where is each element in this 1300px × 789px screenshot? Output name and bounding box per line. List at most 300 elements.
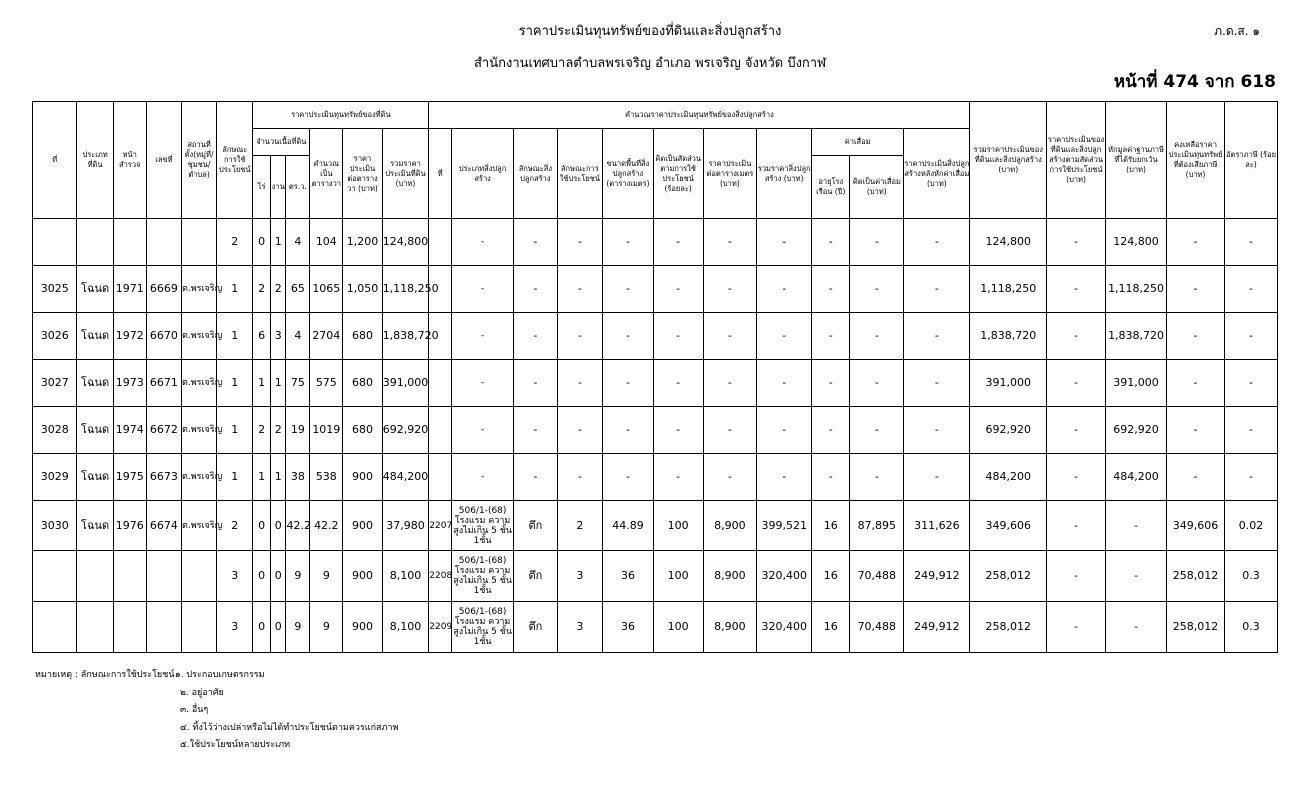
cell-deduction: 1,118,250 (1106, 266, 1167, 313)
cell-wa: 9 (286, 602, 310, 653)
cell-doc-no (146, 219, 181, 266)
col-group-land: ราคาประเมินทุนทรัพย์ของที่ดิน (253, 102, 429, 129)
cell-age: 16 (812, 501, 850, 551)
cell-ngan: 0 (270, 602, 286, 653)
cell-building-no (429, 407, 452, 454)
cell-age: - (812, 407, 850, 454)
cell-no: 3030 (33, 501, 77, 551)
cell-usage: 1 (217, 454, 253, 501)
cell-wa: 65 (286, 266, 310, 313)
table-row (33, 602, 1278, 653)
cell-survey-page: 1976 (113, 501, 146, 551)
cell-taxable: - (1167, 313, 1225, 360)
cell-wa: 19 (286, 407, 310, 454)
cell-grand-total: 1,838,720 (970, 313, 1047, 360)
cell-building-no (429, 219, 452, 266)
cell-age: - (812, 313, 850, 360)
cell-building-type: - (452, 454, 514, 501)
cell-building-price-sqm: - (703, 219, 757, 266)
cell-building-size: 44.89 (603, 501, 654, 551)
cell-after-depreciation: - (904, 219, 970, 266)
cell-building-ratio: - (653, 313, 703, 360)
cell-building-total: - (757, 219, 812, 266)
table-row (33, 219, 1278, 266)
cell-building-price-sqm: - (703, 313, 757, 360)
col-building-kind: ลักษณะสิ่งปลูกสร้าง (514, 129, 557, 219)
cell-building-price-sqm: - (703, 266, 757, 313)
cell-doc-type: โฉนด (77, 313, 113, 360)
cell-location: ต.พรเจริญ (181, 360, 216, 407)
cell-proportional: - (1047, 313, 1106, 360)
cell-ngan: 1 (270, 360, 286, 407)
cell-grand-total: 258,012 (970, 602, 1047, 653)
cell-survey-page (113, 551, 146, 602)
cell-wa: 75 (286, 360, 310, 407)
cell-rate: - (1225, 313, 1278, 360)
cell-building-ratio: - (653, 219, 703, 266)
cell-doc-type (77, 602, 113, 653)
cell-after-depreciation: 311,626 (904, 501, 970, 551)
cell-after-depreciation: - (904, 313, 970, 360)
cell-doc-type: โฉนด (77, 266, 113, 313)
cell-survey-page (113, 219, 146, 266)
cell-rai: 0 (253, 219, 271, 266)
cell-survey-page: 1972 (113, 313, 146, 360)
cell-land-total: 8,100 (382, 551, 429, 602)
cell-doc-type (77, 551, 113, 602)
col-after-depreciation: ราคาประเมินสิ่งปลูกสร้างหลังหักค่าเสื่อม (บาท) (904, 129, 970, 219)
col-grand-total: รวมราคาประเมินของที่ดินและสิ่งปลูกสร้าง (บาท) (970, 102, 1047, 219)
col-age: อายุโรงเรือน (ปี) (812, 156, 850, 219)
cell-wa: 4 (286, 219, 310, 266)
cell-calc-sqwa: 42.2 (310, 501, 343, 551)
cell-age: - (812, 454, 850, 501)
cell-building-total: 320,400 (757, 551, 812, 602)
cell-depreciation: 70,488 (850, 551, 904, 602)
cell-rate: - (1225, 407, 1278, 454)
cell-depreciation: - (850, 454, 904, 501)
page-indicator: หน้าที่ 474 จาก 618 (1113, 72, 1276, 92)
cell-usage: 1 (217, 407, 253, 454)
cell-land-total: 124,800 (382, 219, 429, 266)
cell-deduction: - (1106, 551, 1167, 602)
cell-deduction: - (1106, 501, 1167, 551)
cell-building-kind: - (514, 313, 557, 360)
cell-depreciation: 70,488 (850, 602, 904, 653)
col-ngan: งาน (270, 156, 286, 219)
cell-building-usage: - (557, 454, 603, 501)
cell-land-total: 8,100 (382, 602, 429, 653)
cell-ngan: 0 (270, 551, 286, 602)
cell-rai: 1 (253, 360, 271, 407)
col-wa: ตร.ว. (286, 156, 310, 219)
cell-building-price-sqm: - (703, 454, 757, 501)
cell-doc-type: โฉนด (77, 407, 113, 454)
col-doc-type: ประเภทที่ดิน (77, 102, 113, 219)
cell-calc-sqwa: 2704 (310, 313, 343, 360)
cell-doc-type: โฉนด (77, 454, 113, 501)
cell-building-ratio: 100 (653, 501, 703, 551)
cell-land-total: 391,000 (382, 360, 429, 407)
notes-label: หมายเหตุ : ลักษณะการใช้ประโยชน์ (35, 670, 175, 680)
cell-no: 3026 (33, 313, 77, 360)
note-item: ๑. ประกอบเกษตรกรรม (175, 670, 265, 680)
cell-after-depreciation: - (904, 266, 970, 313)
col-building-ratio: คิดเป็นสัดส่วนตามการใช้ประโยชน์ (ร้อยละ) (653, 129, 703, 219)
cell-building-price-sqm: - (703, 360, 757, 407)
cell-building-no: 2208 (429, 551, 452, 602)
cell-depreciation: - (850, 360, 904, 407)
table-row (33, 501, 1278, 551)
assessment-table (32, 101, 1278, 653)
cell-deduction: - (1106, 602, 1167, 653)
cell-calc-sqwa: 1019 (310, 407, 343, 454)
cell-building-no: 2207 (429, 501, 452, 551)
cell-building-usage: 3 (557, 551, 603, 602)
cell-building-kind: - (514, 266, 557, 313)
cell-building-usage: - (557, 313, 603, 360)
cell-location: ต.พรเจริญ (181, 313, 216, 360)
cell-rate: 0.3 (1225, 551, 1278, 602)
cell-building-kind: - (514, 219, 557, 266)
col-building-type: ประเภทสิ่งปลูกสร้าง (452, 129, 514, 219)
col-building-price-sqm: ราคาประเมินต่อตารางเมตร (บาท) (703, 129, 757, 219)
col-group-area: จำนวนเนื้อที่ดิน (253, 129, 310, 156)
cell-doc-no (146, 551, 181, 602)
col-proportional: ราคาประเมินของที่ดินและสิ่งปลูกสร้างตามสัดส่วนการใช้ประโยชน์ (บาท) (1047, 102, 1106, 219)
cell-building-ratio: 100 (653, 602, 703, 653)
cell-after-depreciation: - (904, 360, 970, 407)
col-depreciation: คิดเป็นค่าเสื่อม (บาท) (850, 156, 904, 219)
cell-ngan: 3 (270, 313, 286, 360)
cell-building-price-sqm: - (703, 407, 757, 454)
cell-usage: 1 (217, 313, 253, 360)
col-building-no: ที่ (429, 129, 452, 219)
note-item: ๔. ทิ้งไว้ว่างเปล่าหรือไม่ได้ทำประโยชน์ตามควรแก่สภาพ (180, 722, 399, 733)
cell-no: 3029 (33, 454, 77, 501)
cell-ngan: 2 (270, 407, 286, 454)
cell-no: 3025 (33, 266, 77, 313)
cell-building-size: - (603, 454, 654, 501)
col-land-total: รวมราคาประเมินที่ดิน (บาท) (382, 129, 429, 219)
col-price-sqwa: ราคาประเมินต่อตารางวา (บาท) (343, 129, 382, 219)
cell-building-price-sqm: 8,900 (703, 551, 757, 602)
cell-after-depreciation: - (904, 454, 970, 501)
cell-after-depreciation: 249,912 (904, 551, 970, 602)
cell-age: - (812, 360, 850, 407)
cell-calc-sqwa: 104 (310, 219, 343, 266)
cell-usage: 1 (217, 266, 253, 313)
col-building-usage: ลักษณะการใช้ประโยชน์ (557, 129, 603, 219)
cell-building-usage: 3 (557, 602, 603, 653)
cell-price-sqwa: 1,200 (343, 219, 382, 266)
cell-usage: 1 (217, 360, 253, 407)
cell-usage: 3 (217, 602, 253, 653)
cell-building-total: 320,400 (757, 602, 812, 653)
cell-price-sqwa: 680 (343, 360, 382, 407)
cell-building-ratio: - (653, 407, 703, 454)
cell-building-size: - (603, 313, 654, 360)
cell-grand-total: 258,012 (970, 551, 1047, 602)
cell-proportional: - (1047, 360, 1106, 407)
col-group-building: คำนวณราคาประเมินทุนทรัพย์ของสิ่งปลูกสร้าง (429, 102, 970, 129)
col-no: ที่ (33, 102, 77, 219)
col-survey-page: หน้าสำรวจ (113, 102, 146, 219)
col-taxable: คงเหลือราคาประเมินทุนทรัพย์ที่ต้องเสียภาษี (บาท) (1167, 102, 1225, 219)
cell-rai: 0 (253, 551, 271, 602)
cell-deduction: 391,000 (1106, 360, 1167, 407)
cell-building-type: - (452, 266, 514, 313)
cell-taxable: 258,012 (1167, 602, 1225, 653)
cell-building-total: - (757, 313, 812, 360)
cell-rate: 0.3 (1225, 602, 1278, 653)
cell-price-sqwa: 1,050 (343, 266, 382, 313)
cell-deduction: 692,920 (1106, 407, 1167, 454)
cell-depreciation: - (850, 219, 904, 266)
cell-building-total: - (757, 454, 812, 501)
cell-land-total: 1,838,720 (382, 313, 429, 360)
cell-building-usage: - (557, 360, 603, 407)
cell-taxable: - (1167, 360, 1225, 407)
cell-wa: 9 (286, 551, 310, 602)
office-subtitle: สำนักงานเทศบาลตำบลพรเจริญ อำเภอ พรเจริญ จังหวัด บึงกาฬ (473, 56, 826, 71)
table-row (33, 551, 1278, 602)
cell-rai: 2 (253, 266, 271, 313)
cell-after-depreciation: 249,912 (904, 602, 970, 653)
col-building-total: รวมราคาสิ่งปลูกสร้าง (บาท) (757, 129, 812, 219)
cell-rai: 2 (253, 407, 271, 454)
cell-proportional: - (1047, 454, 1106, 501)
cell-usage: 3 (217, 551, 253, 602)
form-code: ภ.ด.ส. ๑ (1214, 24, 1260, 38)
col-building-size: ขนาดพื้นที่สิ่งปลูกสร้าง (ตารางเมตร) (603, 129, 654, 219)
cell-building-total: - (757, 360, 812, 407)
col-location: สถานที่ตั้ง(หมู่ที่/ชุมชน/ตำบล) (181, 102, 216, 219)
cell-doc-type: โฉนด (77, 501, 113, 551)
cell-no (33, 602, 77, 653)
cell-rate: - (1225, 219, 1278, 266)
cell-price-sqwa: 680 (343, 313, 382, 360)
cell-calc-sqwa: 9 (310, 602, 343, 653)
cell-building-price-sqm: 8,900 (703, 501, 757, 551)
cell-building-no (429, 360, 452, 407)
cell-location (181, 602, 216, 653)
cell-survey-page: 1971 (113, 266, 146, 313)
cell-doc-type: โฉนด (77, 360, 113, 407)
cell-building-size: 36 (603, 602, 654, 653)
cell-rai: 0 (253, 501, 271, 551)
cell-building-kind: - (514, 407, 557, 454)
note-item: ๒. อยู่อาศัย (180, 687, 224, 698)
cell-doc-no: 6674 (146, 501, 181, 551)
cell-building-ratio: - (653, 266, 703, 313)
cell-doc-no: 6669 (146, 266, 181, 313)
cell-building-size: - (603, 219, 654, 266)
cell-building-size: 36 (603, 551, 654, 602)
cell-building-usage: - (557, 219, 603, 266)
cell-doc-no: 6671 (146, 360, 181, 407)
col-deduction: หักมูลค่าฐานภาษีที่ได้รับยกเว้น (บาท) (1106, 102, 1167, 219)
cell-price-sqwa: 900 (343, 501, 382, 551)
table-row (33, 313, 1278, 360)
cell-location (181, 551, 216, 602)
cell-location: ต.พรเจริญ (181, 454, 216, 501)
cell-ngan: 1 (270, 454, 286, 501)
cell-rate: - (1225, 266, 1278, 313)
cell-building-size: - (603, 360, 654, 407)
cell-building-usage: - (557, 407, 603, 454)
cell-rate: 0.02 (1225, 501, 1278, 551)
cell-doc-no (146, 602, 181, 653)
cell-age: - (812, 266, 850, 313)
cell-survey-page: 1974 (113, 407, 146, 454)
cell-wa: 42.2 (286, 501, 310, 551)
cell-building-kind: ตึก (514, 602, 557, 653)
cell-rai: 6 (253, 313, 271, 360)
cell-building-usage: - (557, 266, 603, 313)
cell-building-type: - (452, 219, 514, 266)
cell-building-kind: - (514, 454, 557, 501)
cell-wa: 38 (286, 454, 310, 501)
cell-survey-page: 1973 (113, 360, 146, 407)
cell-price-sqwa: 680 (343, 407, 382, 454)
cell-rate: - (1225, 454, 1278, 501)
cell-building-type: - (452, 360, 514, 407)
cell-building-no (429, 454, 452, 501)
col-doc-no: เลขที่ (146, 102, 181, 219)
cell-building-price-sqm: 8,900 (703, 602, 757, 653)
cell-building-type: 506/1-(68) โรงแรม ความสูงไม่เกิน 5 ชั้น 1ชั้น (452, 602, 514, 653)
cell-building-type: 506/1-(68) โรงแรม ความสูงไม่เกิน 5 ชั้น 1ชั้น (452, 501, 514, 551)
table-body (33, 219, 1278, 653)
cell-grand-total: 1,118,250 (970, 266, 1047, 313)
cell-survey-page: 1975 (113, 454, 146, 501)
cell-no (33, 551, 77, 602)
cell-taxable: - (1167, 266, 1225, 313)
cell-building-ratio: 100 (653, 551, 703, 602)
cell-building-no: 2209 (429, 602, 452, 653)
col-rai: ไร่ (253, 156, 271, 219)
document-title: ราคาประเมินทุนทรัพย์ของที่ดินและสิ่งปลูกสร้าง (518, 24, 782, 39)
cell-building-type: 506/1-(68) โรงแรม ความสูงไม่เกิน 5 ชั้น 1ชั้น (452, 551, 514, 602)
cell-grand-total: 692,920 (970, 407, 1047, 454)
cell-deduction: 484,200 (1106, 454, 1167, 501)
cell-building-usage: 2 (557, 501, 603, 551)
cell-building-total: - (757, 266, 812, 313)
cell-no (33, 219, 77, 266)
table-row (33, 266, 1278, 313)
table-row (33, 360, 1278, 407)
cell-building-total: - (757, 407, 812, 454)
cell-age: 16 (812, 551, 850, 602)
cell-no: 3028 (33, 407, 77, 454)
cell-age: 16 (812, 602, 850, 653)
cell-land-total: 484,200 (382, 454, 429, 501)
cell-price-sqwa: 900 (343, 551, 382, 602)
cell-land-total: 692,920 (382, 407, 429, 454)
cell-calc-sqwa: 575 (310, 360, 343, 407)
cell-wa: 4 (286, 313, 310, 360)
cell-location (181, 219, 216, 266)
cell-building-kind: - (514, 360, 557, 407)
table-row (33, 454, 1278, 501)
cell-no: 3027 (33, 360, 77, 407)
cell-proportional: - (1047, 551, 1106, 602)
cell-proportional: - (1047, 266, 1106, 313)
cell-taxable: - (1167, 407, 1225, 454)
cell-usage: 2 (217, 219, 253, 266)
col-rate: อัตราภาษี (ร้อยละ) (1225, 102, 1278, 219)
cell-building-size: - (603, 407, 654, 454)
cell-building-total: 399,521 (757, 501, 812, 551)
cell-land-total: 37,980 (382, 501, 429, 551)
cell-taxable: - (1167, 454, 1225, 501)
cell-rai: 0 (253, 602, 271, 653)
cell-depreciation: 87,895 (850, 501, 904, 551)
cell-grand-total: 391,000 (970, 360, 1047, 407)
col-group-depreciation: ค่าเสื่อม (812, 129, 904, 156)
cell-calc-sqwa: 9 (310, 551, 343, 602)
notes (35, 667, 398, 755)
cell-proportional: - (1047, 407, 1106, 454)
cell-doc-no: 6673 (146, 454, 181, 501)
cell-grand-total: 484,200 (970, 454, 1047, 501)
cell-price-sqwa: 900 (343, 602, 382, 653)
cell-proportional: - (1047, 501, 1106, 551)
cell-grand-total: 349,606 (970, 501, 1047, 551)
cell-grand-total: 124,800 (970, 219, 1047, 266)
cell-taxable: 258,012 (1167, 551, 1225, 602)
cell-rai: 1 (253, 454, 271, 501)
cell-calc-sqwa: 538 (310, 454, 343, 501)
cell-building-type: - (452, 407, 514, 454)
cell-survey-page (113, 602, 146, 653)
cell-taxable: - (1167, 219, 1225, 266)
cell-ngan: 1 (270, 219, 286, 266)
cell-building-type: - (452, 313, 514, 360)
note-item: ๓. อื่นๆ (180, 705, 209, 715)
cell-proportional: - (1047, 219, 1106, 266)
cell-doc-no: 6670 (146, 313, 181, 360)
cell-depreciation: - (850, 266, 904, 313)
cell-ngan: 0 (270, 501, 286, 551)
cell-calc-sqwa: 1065 (310, 266, 343, 313)
cell-location: ต.พรเจริญ (181, 501, 216, 551)
cell-building-ratio: - (653, 454, 703, 501)
cell-doc-type (77, 219, 113, 266)
cell-building-ratio: - (653, 360, 703, 407)
cell-building-kind: ตึก (514, 551, 557, 602)
col-calc-sqwa: คำนวณเป็นตารางวา (310, 129, 343, 219)
cell-after-depreciation: - (904, 407, 970, 454)
cell-price-sqwa: 900 (343, 454, 382, 501)
table-row (33, 407, 1278, 454)
cell-deduction: 124,800 (1106, 219, 1167, 266)
cell-age: - (812, 219, 850, 266)
col-usage: ลักษณะการใช้ประโยชน์ (217, 102, 253, 219)
cell-rate: - (1225, 360, 1278, 407)
cell-taxable: 349,606 (1167, 501, 1225, 551)
cell-location: ต.พรเจริญ (181, 266, 216, 313)
cell-depreciation: - (850, 407, 904, 454)
cell-deduction: 1,838,720 (1106, 313, 1167, 360)
cell-building-kind: ตึก (514, 501, 557, 551)
cell-proportional: - (1047, 602, 1106, 653)
cell-location: ต.พรเจริญ (181, 407, 216, 454)
cell-depreciation: - (850, 313, 904, 360)
cell-doc-no: 6672 (146, 407, 181, 454)
cell-land-total: 1,118,250 (382, 266, 429, 313)
